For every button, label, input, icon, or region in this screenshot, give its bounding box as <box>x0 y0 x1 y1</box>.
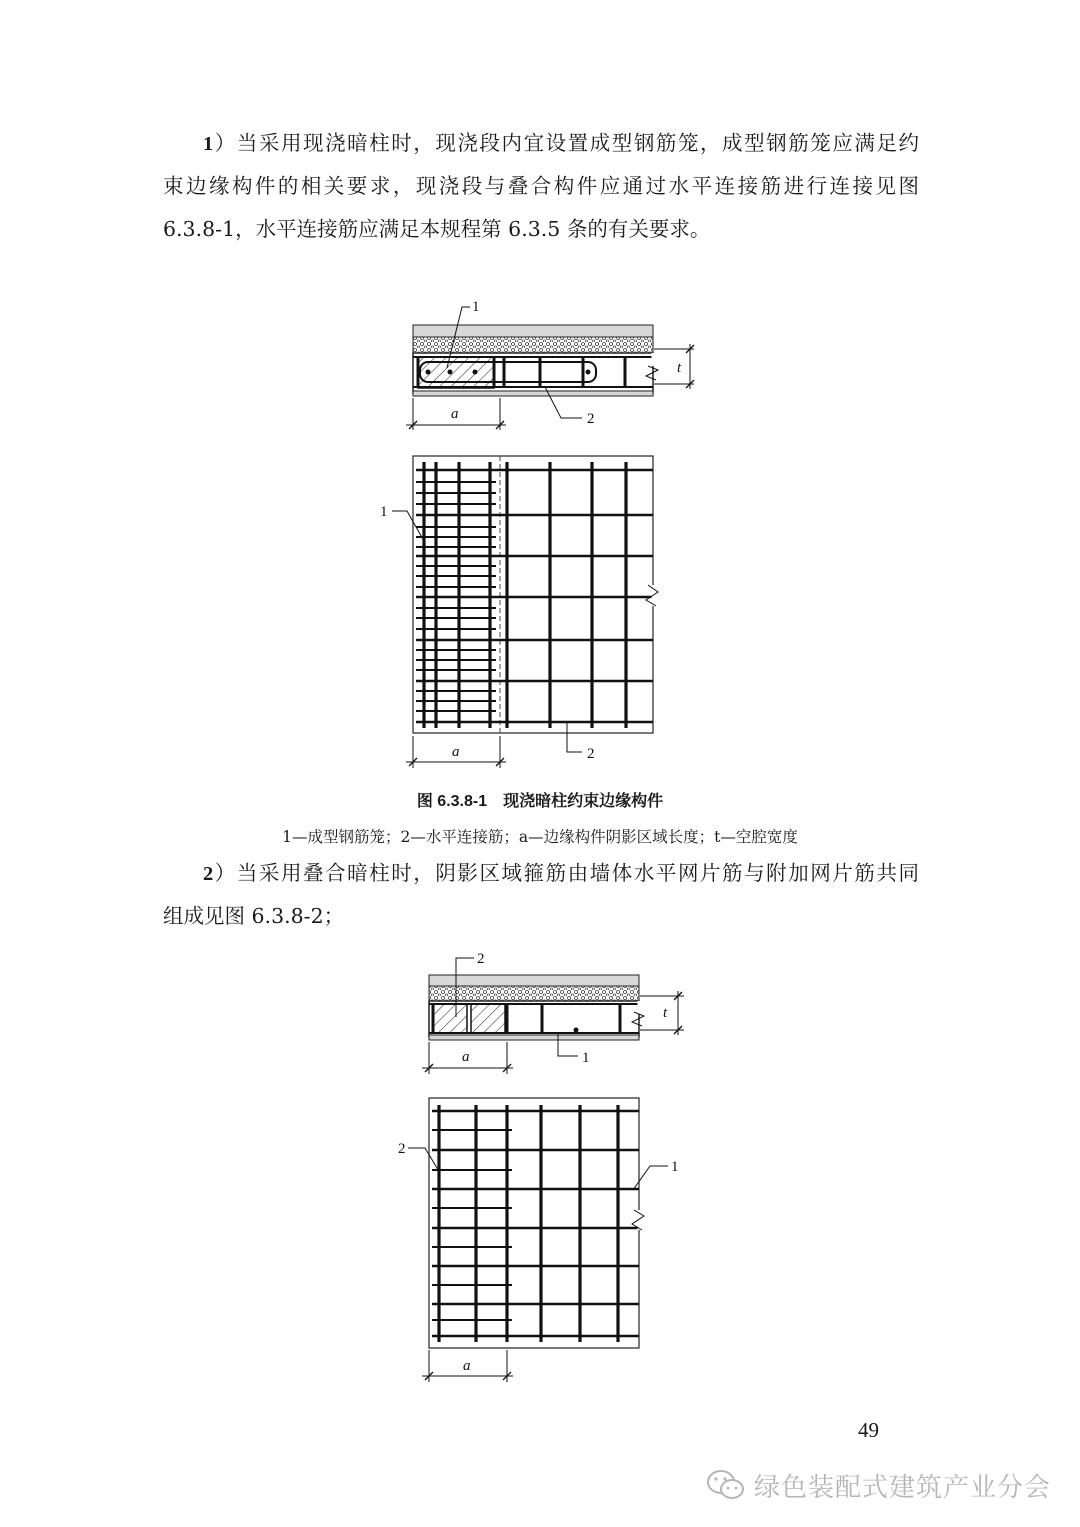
page-number: 49 <box>858 1418 879 1442</box>
paragraph-1-line-1: 1）当采用现浇暗柱时，现浇段内宜设置成型钢筋笼，成型钢筋笼应满足约 <box>203 131 919 155</box>
fig1-elev-callout-1: 1 <box>380 504 388 520</box>
fig1-section-dim-t: t <box>677 360 682 376</box>
paragraph-1-line-3: 6.3.8-1，水平连接筋应满足本规程第 6.3.5 条的有关要求。 <box>163 217 711 241</box>
paragraph-2-line-1: 2）当采用叠合暗柱时，阴影区域箍筋由墙体水平网片筋与附加网片筋共同 <box>203 861 919 885</box>
watermark-text: 绿色装配式建筑产业分会 <box>754 1472 1052 1503</box>
figure1-section <box>406 307 694 430</box>
fig2-section-callout-2: 2 <box>477 951 485 967</box>
fig2-elev-dim-a: a <box>463 1358 471 1374</box>
fig2-section-callout-1: 1 <box>582 1050 590 1066</box>
fig2-section-dim-t: t <box>663 1005 668 1021</box>
paragraph-2-line-2: 组成见图 6.3.8-2； <box>163 904 345 928</box>
figure1-elevation <box>392 456 658 768</box>
figure2-elevation <box>408 1098 668 1382</box>
fig1-section-callout-1: 1 <box>472 299 480 315</box>
figure1-caption <box>0 788 1080 811</box>
fig1-section-dim-a: a <box>451 406 459 422</box>
watermark <box>706 1465 1051 1505</box>
paragraph-1-line-2: 束边缘构件的相关要求，现浇段与叠合构件应通过水平连接筋进行连接见图 <box>163 174 919 198</box>
fig2-elev-callout-1: 1 <box>671 1159 679 1175</box>
figure1-caption-title: 现浇暗柱约束边缘构件 <box>503 791 664 810</box>
figure1-caption-number: 图 6.3.8-1 <box>416 793 488 810</box>
fig1-elev-callout-2: 2 <box>587 746 595 762</box>
item-number: 2 <box>203 863 214 885</box>
wechat-icon <box>706 1468 746 1502</box>
fig2-elev-callout-2: 2 <box>398 1141 406 1157</box>
figure1-legend: 1—成型钢筋笼；2—水平连接筋；a—边缘构件阴影区域长度；t—空腔宽度 <box>282 828 798 846</box>
item-number: 1 <box>203 133 214 155</box>
fig2-section-dim-a: a <box>462 1049 470 1065</box>
fig1-section-callout-2: 2 <box>587 411 595 427</box>
fig1-elev-dim-a: a <box>452 744 460 760</box>
